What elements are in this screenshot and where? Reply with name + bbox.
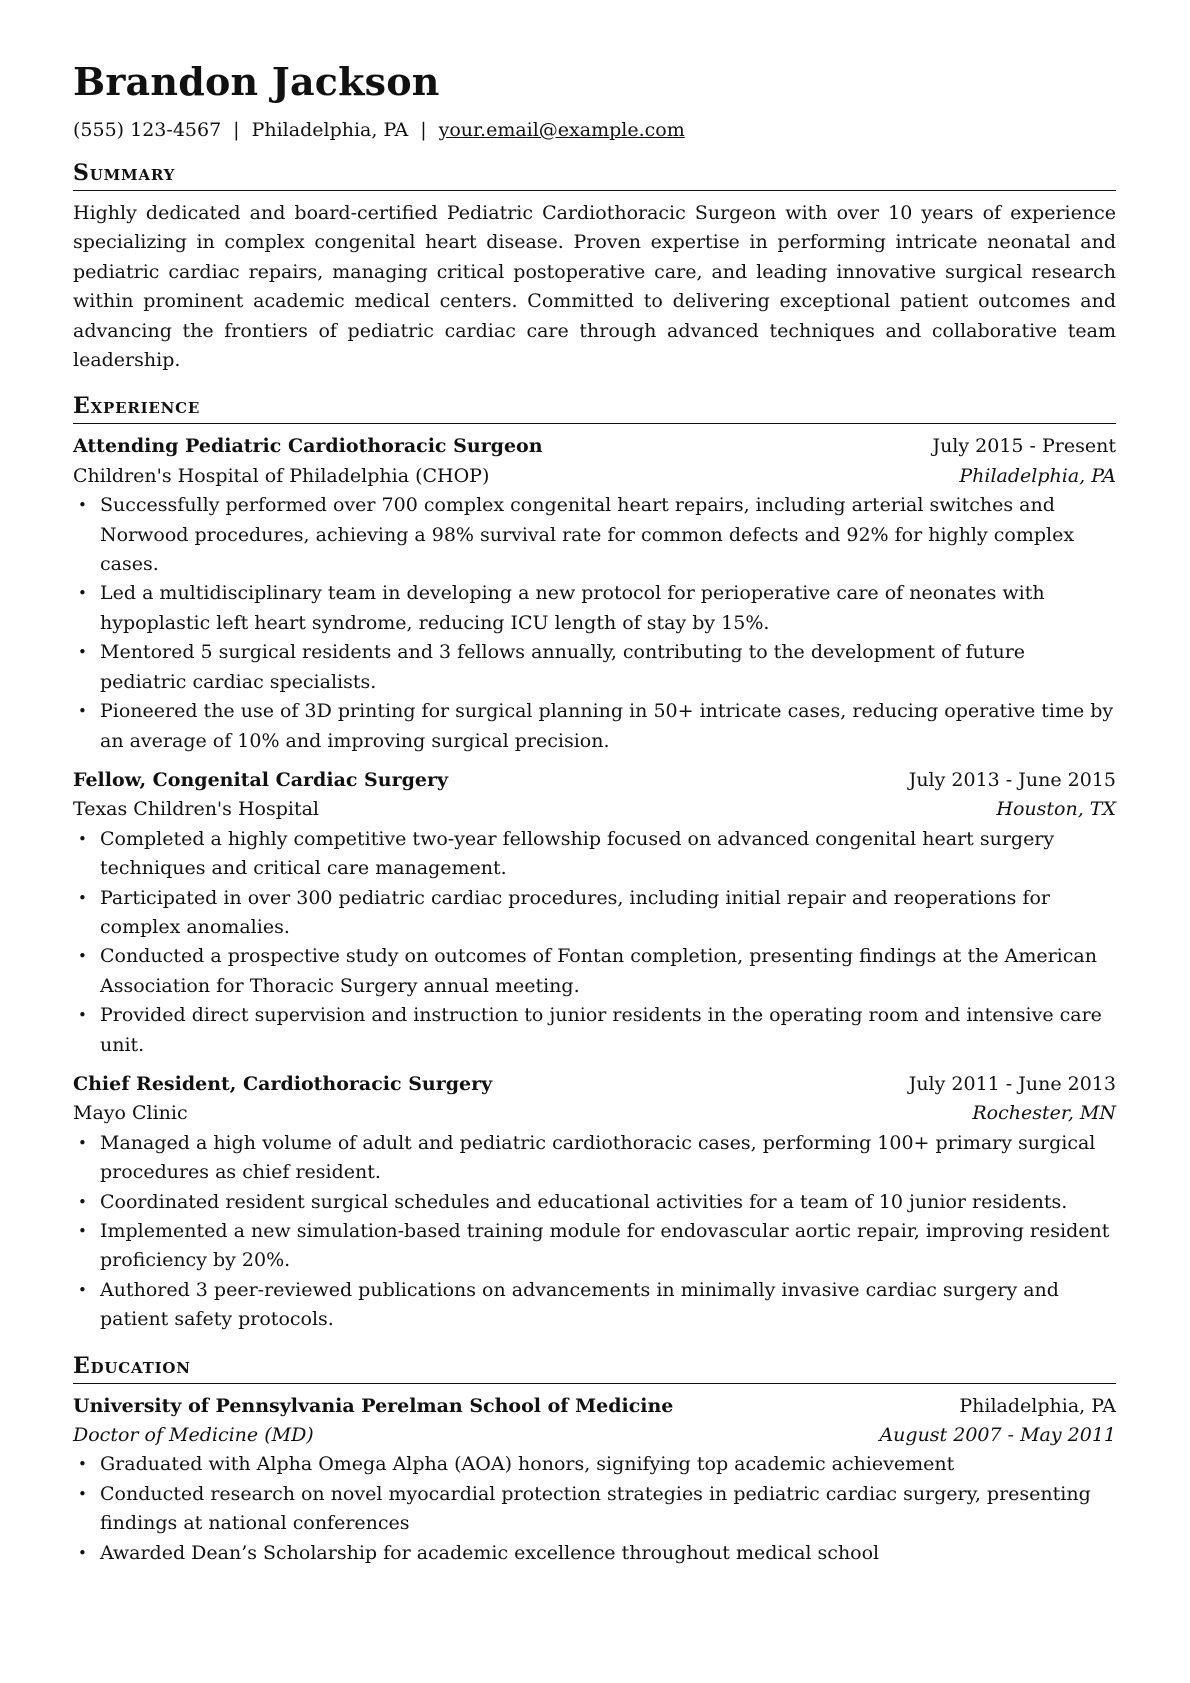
bullet-item: • Pioneered the use of 3D printing for surgical planning in 50+ intricate cases, reducing operative time by an average of 10% and improving surgical precision. [73,697,1116,756]
job-org-row [73,1099,1116,1128]
contact-separator: | [233,119,240,141]
bullet-item: • Completed a highly competitive two-year fellowship focused on advanced congenital heart surgery techniques and critical care management. [73,825,1116,884]
job-organization: Children's Hospital of Philadelphia (CHOP) [73,464,490,487]
job-header-row [73,766,1116,795]
section-title-experience: Experience [73,393,1116,424]
education-header-row [73,1392,1116,1421]
location: Philadelphia, PA [251,119,409,141]
bullet-item: • Provided direct supervision and instruction to junior residents in the operating room and intensive care unit. [73,1001,1116,1060]
bullet-item: • Participated in over 300 pediatric cardiac procedures, including initial repair and reoperations for complex anomalies. [73,884,1116,943]
bullet-item: • Conducted research on novel myocardial protection strategies in pediatric cardiac surgery, presenting findings at national conferences [73,1480,1116,1539]
bullet-item: • Graduated with Alpha Omega Alpha (AOA) honors, signifying top academic achievement [73,1450,1116,1479]
job-header-row [73,432,1116,461]
job-location: Rochester, MN [972,1102,1116,1125]
job-role: Chief Resident, Cardiothoracic Surgery [73,1072,493,1095]
experience-section [73,393,1116,1334]
bullet-item: • Coordinated resident surgical schedules and educational activities for a team of 10 junior residents. [73,1188,1116,1217]
job-location: Houston, TX [996,798,1116,821]
education-dates: August 2007 - May 2011 [879,1424,1116,1447]
job-organization: Texas Children's Hospital [73,798,319,821]
contact-separator: | [420,119,427,141]
phone-number: (555) 123-4567 [73,119,222,141]
bullet-item: • Authored 3 peer-reviewed publications on advancements in minimally invasive cardiac surgery and patient safety protocols. [73,1276,1116,1335]
bullet-item: • Conducted a prospective study on outcomes of Fontan completion, presenting findings at the American Association for Thoracic Surgery annual meeting. [73,942,1116,1001]
school-location: Philadelphia, PA [959,1394,1116,1417]
job-dates: July 2011 - June 2013 [908,1072,1116,1095]
education-section [73,1353,1116,1568]
resume-header [73,60,1116,142]
job-entry [73,1070,1116,1335]
summary-text: Highly dedicated and board-certified Pediatric Cardiothoracic Surgeon with over 10 years of experience specializing in complex congenital heart disease. Proven expertise in performing intricate neonatal and pediatric cardiac repairs, managing critical postoperative care, and leading innovative surgical research within prominent academic medical centers. Committed to delivering exceptional patient outcomes and advancing the frontiers of pediatric cardiac care through advanced techniques and collaborative team leadership. [73,202,1116,372]
job-location: Philadelphia, PA [959,464,1116,487]
school-name: University of Pennsylvania Perelman School of Medicine [73,1394,674,1417]
job-bullets [73,825,1116,1060]
bullet-item: • Led a multidisciplinary team in developing a new protocol for perioperative care of neonates with hypoplastic left heart syndrome, reducing ICU length of stay by 15%. [73,579,1116,638]
bullet-item: • Mentored 5 surgical residents and 3 fellows annually, contributing to the development of future pediatric cardiac specialists. [73,638,1116,697]
job-dates: July 2013 - June 2015 [908,768,1116,791]
job-organization: Mayo Clinic [73,1102,188,1125]
job-dates: July 2015 - Present [932,435,1116,458]
bullet-item: • Awarded Dean’s Scholarship for academic excellence throughout medical school [73,1539,1116,1568]
education-entry [73,1392,1116,1568]
education-bullets [73,1450,1116,1568]
section-title-education: Education [73,1353,1116,1384]
email-link[interactable]: your.email@example.com [438,119,685,141]
summary-section [73,160,1116,375]
candidate-name: Brandon Jackson [73,59,440,104]
section-title-summary: Summary [73,160,1116,191]
bullet-item: • Managed a high volume of adult and pediatric cardiothoracic cases, performing 100+ primary surgical procedures as chief resident. [73,1129,1116,1188]
degree: Doctor of Medicine (MD) [73,1424,314,1447]
contact-line [73,118,1116,142]
education-degree-row [73,1421,1116,1450]
bullet-item: • Successfully performed over 700 complex congenital heart repairs, including arterial switches and Norwood procedures, achieving a 98% survival rate for common defects and 92% for highly complex cases. [73,491,1116,579]
job-bullets [73,491,1116,756]
bullet-item: • Implemented a new simulation-based training module for endovascular aortic repair, improving resident proficiency by 20%. [73,1217,1116,1276]
job-bullets [73,1129,1116,1335]
job-entry [73,432,1116,755]
job-header-row [73,1070,1116,1099]
job-org-row [73,462,1116,491]
job-entry [73,766,1116,1060]
job-role: Fellow, Congenital Cardiac Surgery [73,768,449,791]
job-role: Attending Pediatric Cardiothoracic Surgeon [73,435,543,458]
job-org-row [73,795,1116,824]
